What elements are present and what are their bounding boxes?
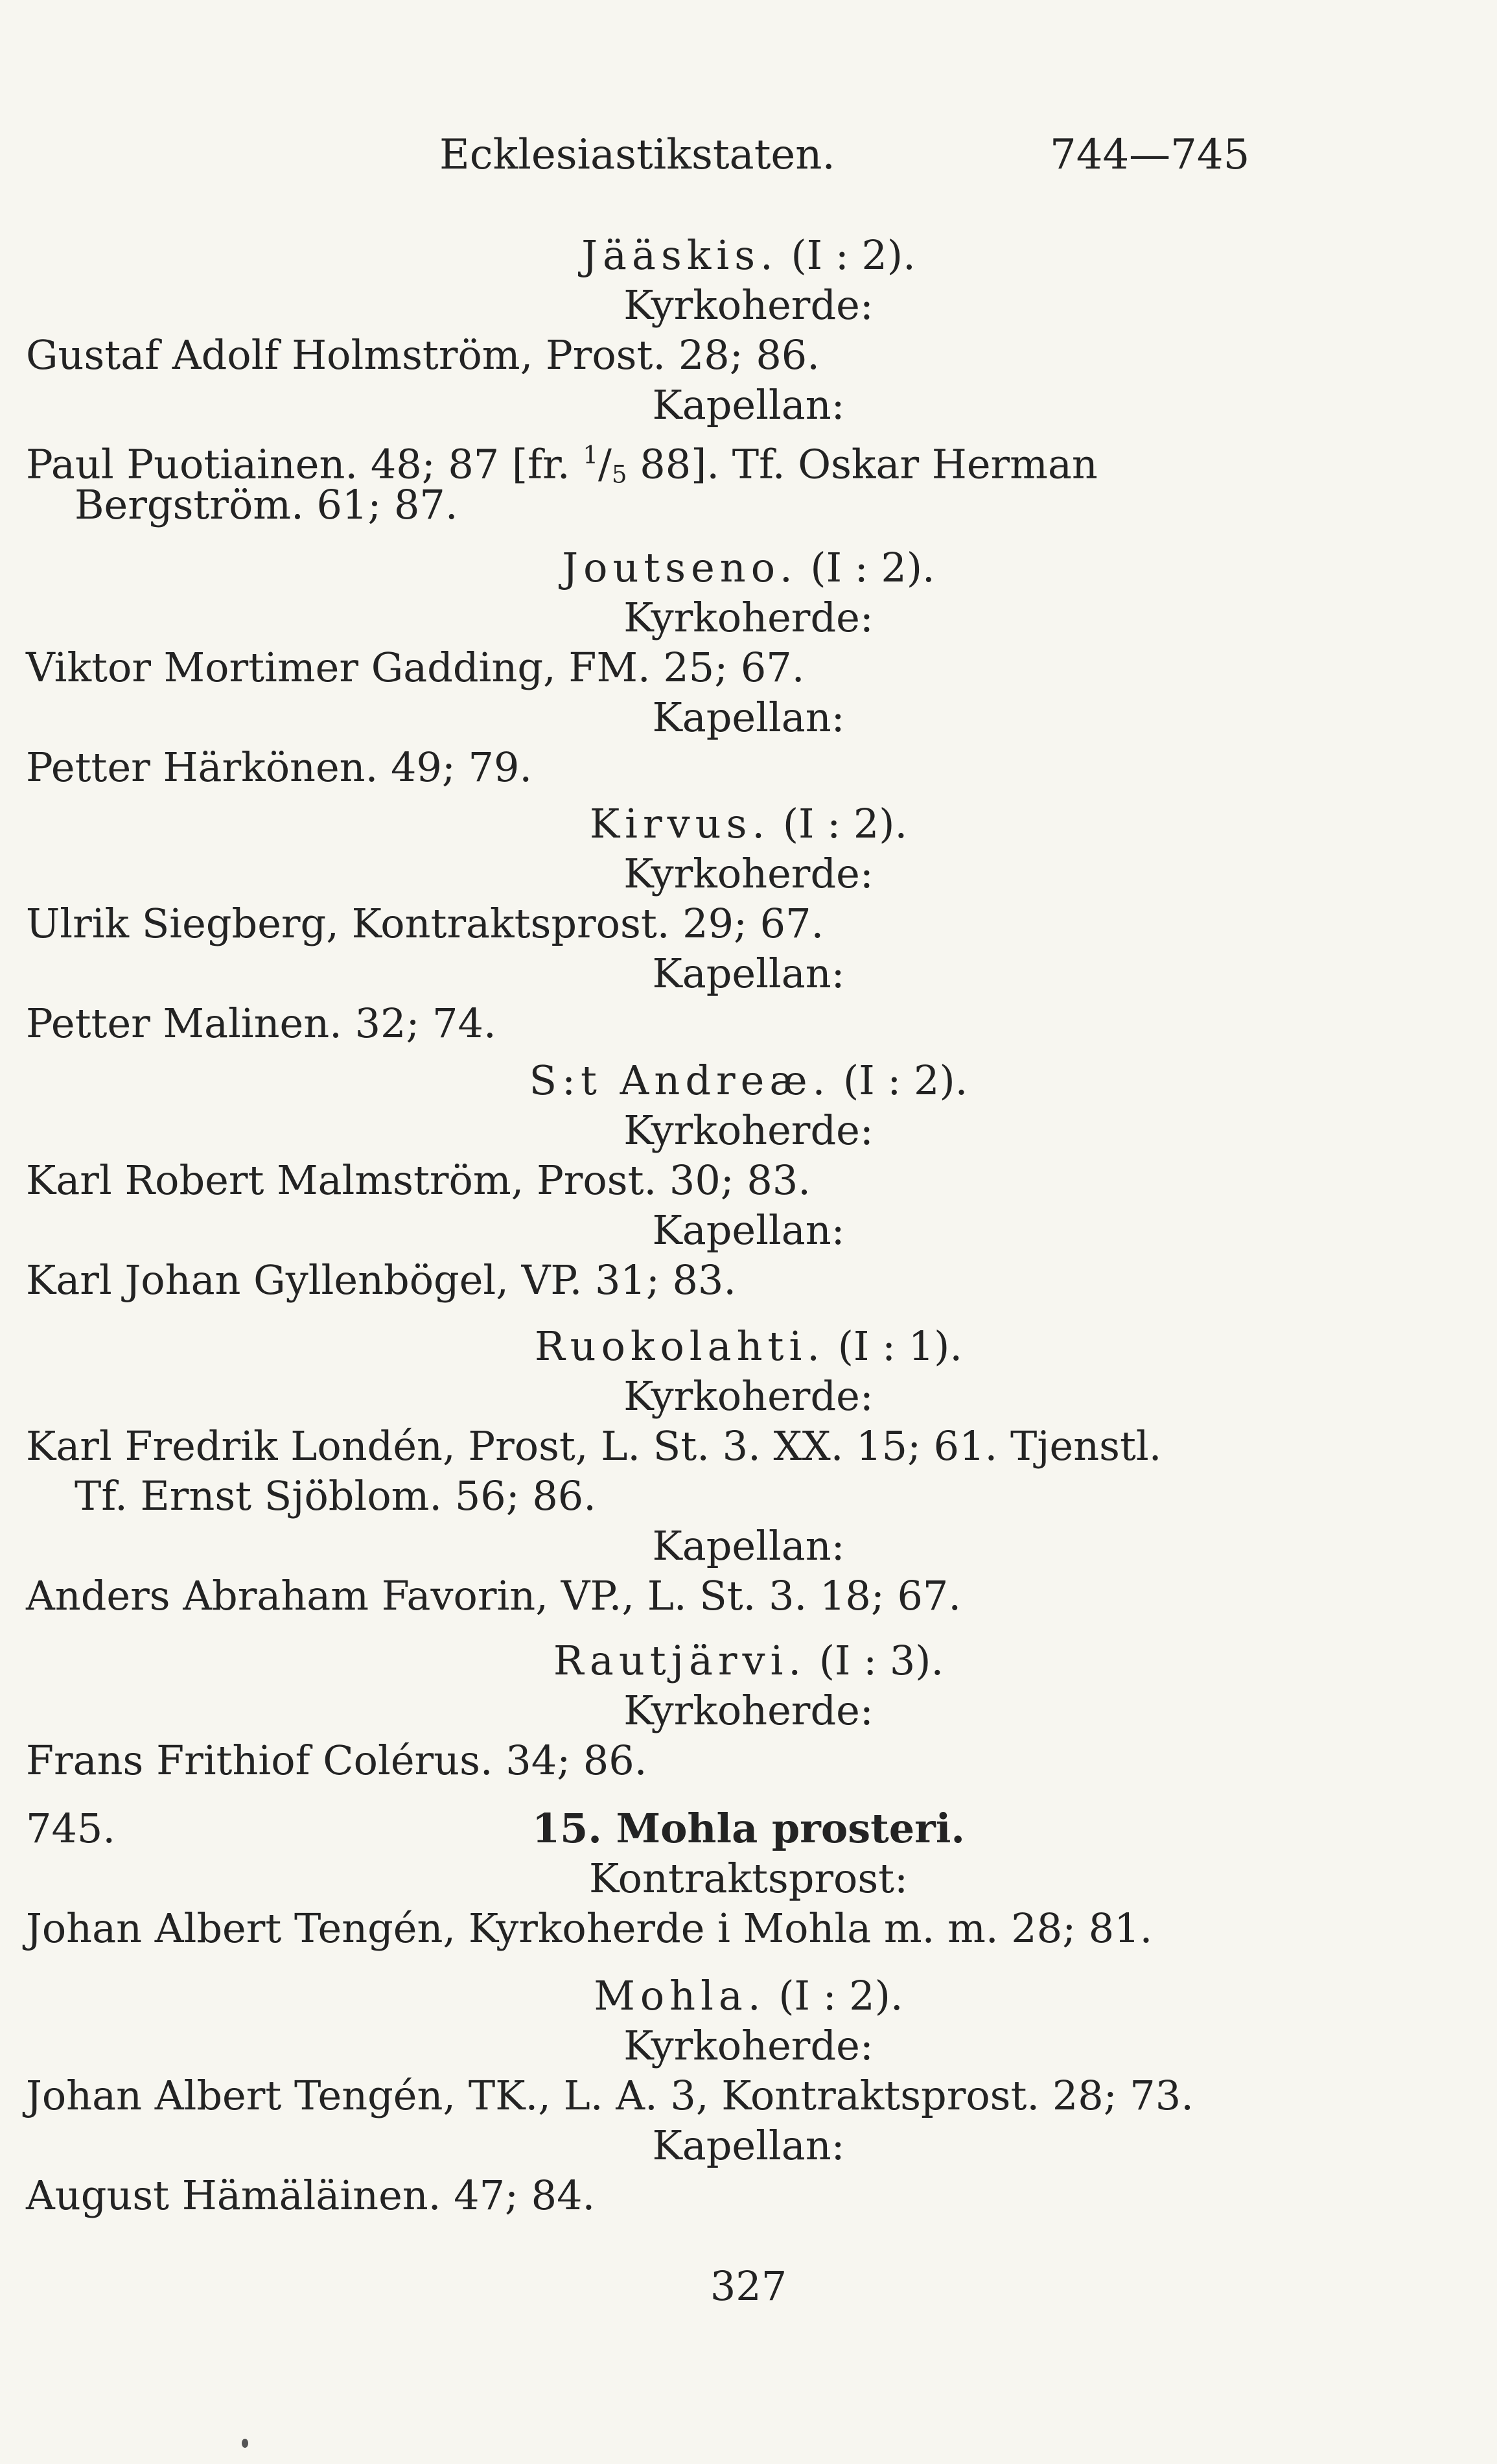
chaplain-entry: Anders Abraham Favorin, VP., L. St. 3. 18; 67.	[26, 1572, 962, 1619]
role-heading-rector: Kyrkoherde:	[623, 2022, 874, 2069]
chaplain-entry: Petter Härkönen. 49; 79.	[26, 744, 533, 791]
rector-entry: Karl Robert Malmström, Prost. 30; 83.	[26, 1156, 811, 1204]
role-heading-chaplain: Kapellan:	[652, 694, 845, 741]
parish-class: (I : 2).	[791, 231, 916, 279]
parish-class: (I : 2).	[843, 1057, 968, 1104]
parish-heading	[0, 230, 1497, 281]
page-number: 327	[710, 2262, 787, 2310]
role-heading-chaplain: Kapellan:	[652, 950, 845, 997]
chaplain-entry-end: 88]. Tf. Oskar Herman	[627, 440, 1098, 488]
role-heading-rector: Kyrkoherde:	[623, 1372, 874, 1420]
role-heading-chaplain: Kapellan:	[652, 1206, 845, 1254]
dean-entry: Johan Albert Tengén, Kyrkoherde i Mohla m. m. 28; 81.	[26, 1905, 1153, 1952]
role-heading-chaplain: Kapellan:	[652, 381, 845, 428]
fraction: $^1/_5$	[583, 440, 627, 489]
role-heading-chaplain: Kapellan:	[652, 1522, 845, 1569]
fraction-numerator: 1	[583, 441, 598, 469]
chaplain-entry-continuation: Bergström. 61; 87.	[75, 481, 458, 528]
rector-entry: Ulrik Siegberg, Kontraktsprost. 29; 67.	[26, 900, 824, 947]
parish-heading	[0, 1636, 1497, 1686]
role-heading-rector: Kyrkoherde:	[623, 1687, 874, 1734]
parish-class: (I : 2).	[782, 800, 908, 847]
parish-heading	[0, 543, 1497, 593]
role-heading-dean: Kontraktsprost:	[588, 1855, 908, 1902]
parish-heading	[0, 1321, 1497, 1372]
section-title: 15. Mohla prosteri.	[532, 1805, 965, 1852]
chaplain-entry-start: Paul Puotiainen. 48; 87 [fr.	[26, 440, 583, 488]
parish-name: Kirvus.	[589, 800, 771, 847]
parish-name: Ruokolahti.	[534, 1322, 825, 1370]
parish-name: S:t Andreæ.	[529, 1057, 831, 1104]
parish-name: Jääskis.	[581, 231, 778, 279]
ink-speck	[242, 2439, 248, 2448]
parish-heading	[0, 799, 1497, 849]
section-column-number: 745.	[26, 1805, 116, 1852]
chaplain-entry	[26, 430, 1098, 489]
rector-entry: Karl Fredrik Londén, Prost, L. St. 3. XX. 15; 61. Tjenstl.	[26, 1422, 1162, 1470]
role-heading-chaplain: Kapellan:	[652, 2122, 845, 2169]
chaplain-entry: August Hämäläinen. 47; 84.	[26, 2172, 596, 2219]
rector-entry: Gustaf Adolf Holmström, Prost. 28; 86.	[26, 331, 820, 379]
rector-entry-continuation: Tf. Ernst Sjöblom. 56; 86.	[75, 1472, 596, 1519]
chaplain-entry: Petter Malinen. 32; 74.	[26, 1000, 496, 1047]
fraction-denominator: 5	[611, 460, 627, 489]
parish-heading	[0, 1055, 1497, 1106]
parish-class: (I : 2).	[810, 544, 935, 591]
role-heading-rector: Kyrkoherde:	[623, 1107, 874, 1154]
parish-class: (I : 1).	[837, 1322, 963, 1370]
rector-entry: Viktor Mortimer Gadding, FM. 25; 67.	[26, 644, 805, 691]
role-heading-rector: Kyrkoherde:	[623, 281, 874, 329]
role-heading-rector: Kyrkoherde:	[623, 594, 874, 641]
rector-entry: Johan Albert Tengén, TK., L. A. 3, Kontraktsprost. 28; 73.	[26, 2072, 1194, 2119]
parish-heading	[0, 1971, 1497, 2021]
parish-name: Mohla.	[594, 1972, 766, 2019]
parish-name: Rautjärvi.	[553, 1637, 807, 1684]
role-heading-rector: Kyrkoherde:	[623, 850, 874, 897]
parish-class: (I : 3).	[818, 1637, 944, 1684]
parish-name: Joutseno.	[562, 544, 798, 591]
column-numbers: 744—745	[1050, 131, 1250, 179]
chaplain-entry: Karl Johan Gyllenbögel, VP. 31; 83.	[26, 1256, 737, 1304]
running-head-title: Ecklesiastikstaten.	[439, 131, 835, 179]
rector-entry: Frans Frithiof Colérus. 34; 86.	[26, 1737, 647, 1784]
parish-class: (I : 2).	[778, 1972, 903, 2019]
